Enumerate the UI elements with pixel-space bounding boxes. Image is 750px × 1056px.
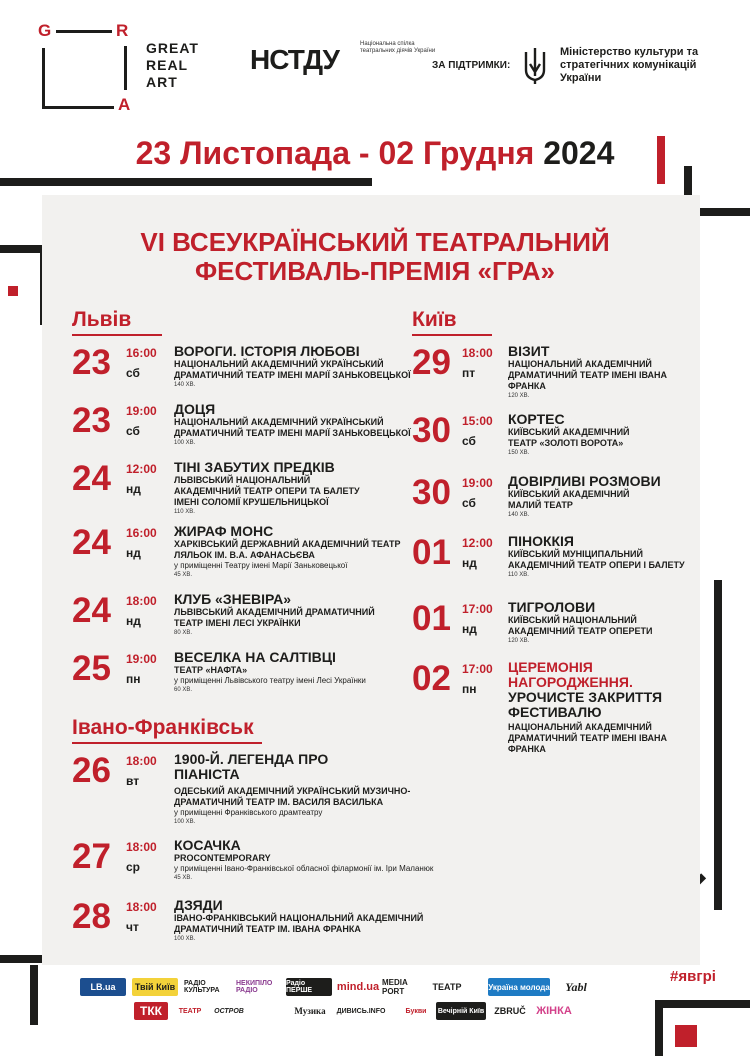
event-day: 23 [72, 401, 111, 440]
city-underline-kyiv [412, 334, 492, 336]
event-venue: у приміщенні Львівського театру імені Лесі Українки [174, 676, 366, 685]
event-duration: 100 ХВ. [174, 936, 196, 942]
event-title: ВІЗИТ [508, 343, 550, 359]
event-day: 30 [412, 473, 451, 512]
event-weekday: нд [126, 614, 141, 628]
event-theatre: ХАРКІВСЬКИЙ ДЕРЖАВНИЙ АКАДЕМІЧНИЙ ТЕАТР ЛЯЛЬОК ІМ. В.А. АФАНАСЬЄВА [174, 539, 401, 560]
event-time: 19:00 [126, 404, 157, 418]
event-weekday: пт [462, 366, 476, 380]
event-theatre: НАЦІОНАЛЬНИЙ АКАДЕМІЧНИЙ ДРАМАТИЧНИЙ ТЕАТР ІМЕНІ ІВАНА ФРАНКА [508, 359, 668, 391]
event-day: 02 [412, 659, 451, 698]
sponsor-logo: ТЕАТР [432, 982, 462, 992]
sponsor-logo: Україна молода [488, 978, 550, 996]
frame-accent-red-bottom [675, 1025, 697, 1047]
ceremony-subtitle: УРОЧИСТЕ ЗАКРИТТЯ ФЕСТИВАЛЮ [508, 689, 662, 720]
event-weekday: нд [126, 546, 141, 560]
frame-bar-bottom-left-vertical [30, 965, 38, 1025]
logo-word-art: ART [146, 74, 178, 90]
event-day: 25 [72, 649, 111, 688]
frame-bar-bottom-right-h [655, 1000, 750, 1008]
sponsor-logo: ТКК [134, 1002, 168, 1020]
sponsor-logo: ТЕАТР [178, 1007, 202, 1015]
sponsor-logo: Букви [405, 1007, 427, 1015]
event-title: ДОЦЯ [174, 401, 216, 417]
event-duration: 60 ХВ. [174, 687, 193, 693]
event-weekday: сб [126, 366, 140, 380]
dates-year: 2024 [543, 135, 615, 171]
ceremony-title: ЦЕРЕМОНІЯ НАГОРОДЖЕННЯ. [508, 659, 633, 690]
event-time: 16:00 [126, 526, 157, 540]
event-title: ПІНОККІЯ [508, 533, 574, 549]
event-theatre: ЛЬВІВСЬКИЙ НАЦІОНАЛЬНИЙ АКАДЕМІЧНИЙ ТЕАТР ОПЕРИ ТА БАЛЕТУ ІМЕНІ СОЛОМІЇ КРУШЕЛЬНИЦЬКОЇ [174, 475, 360, 507]
event-day: 27 [72, 837, 111, 876]
event-time: 19:00 [126, 652, 157, 666]
dates-range: 23 Листопада - 02 Грудня [135, 135, 535, 171]
event-title: ТІНІ ЗАБУТИХ ПРЕДКІВ [174, 459, 335, 475]
event-theatre: ЛЬВІВСЬКИЙ АКАДЕМІЧНИЙ ДРАМАТИЧНИЙ ТЕАТР ІМЕНІ ЛЕСІ УКРАЇНКИ [174, 607, 375, 628]
sponsor-logo: mind.ua [336, 981, 380, 993]
nstdu-logo [250, 41, 436, 76]
sponsor-logo: НЕКИПІЛО РАДІО [236, 980, 273, 994]
event-time: 17:00 [462, 602, 493, 616]
sponsor-logo: Твій Київ [132, 978, 178, 996]
event-title: ВЕСЕЛКА НА САЛТІВЦІ [174, 649, 336, 665]
logo-word-real: REAL [146, 57, 189, 73]
city-heading-ivano: Івано-Франківськ [72, 716, 254, 739]
event-duration: 140 ХВ. [174, 382, 196, 388]
event-theatre: ІВАНО-ФРАНКІВСЬКИЙ НАЦІОНАЛЬНИЙ АКАДЕМІЧНИЙ ДРАМАТИЧНИЙ ТЕАТР ІМ. ІВАНА ФРАНКА [174, 913, 424, 934]
event-day: 30 [412, 411, 451, 450]
event-title: ЖИРАФ МОНС [174, 523, 274, 539]
event-time: 19:00 [462, 476, 493, 490]
sponsor-logo: ZBRUČ [494, 1006, 526, 1016]
event-theatre: ОДЕСЬКИЙ АКАДЕМІЧНИЙ УКРАЇНСЬКИЙ МУЗИЧНО-ДРАМАТИЧНИЙ ТЕАТР ІМ. ВАСИЛЯ ВАСИЛЬКА [174, 786, 411, 807]
festival-title-line1: VI ВСЕУКРАЇНСЬКИЙ ТЕАТРАЛЬНИЙ [140, 227, 610, 257]
event-duration: 110 ХВ. [508, 572, 529, 578]
ministry-name: Міністерство культури та стратегічних комунікацій України [560, 46, 699, 84]
event-duration: 100 ХВ. [174, 440, 196, 446]
event-theatre: НАЦІОНАЛЬНИЙ АКАДЕМІЧНИЙ ДРАМАТИЧНИЙ ТЕАТР ІМЕНІ ІВАНА ФРАНКА [508, 722, 668, 754]
sponsor-logo: Радіо ПЕРШЕ [286, 978, 332, 996]
event-weekday: сб [126, 424, 140, 438]
event-time: 12:00 [462, 536, 493, 550]
festival-title [0, 228, 750, 286]
nstdu-caption: Національна спілка театральних діячів України [360, 41, 436, 54]
event-title: КОСАЧКА [174, 837, 241, 853]
event-time: 15:00 [462, 414, 493, 428]
city-underline-ivano [72, 742, 262, 744]
nstdu-mark: НСТДУ [250, 44, 339, 75]
event-duration: 120 ХВ. [508, 638, 530, 644]
event-theatre: ТЕАТР «НАФТА» [174, 665, 248, 675]
event-theatre: КИЇВСЬКИЙ НАЦІОНАЛЬНИЙ АКАДЕМІЧНИЙ ТЕАТР ОПЕРЕТИ [508, 615, 653, 636]
festival-dates [0, 135, 750, 172]
logo-letter-r: R [116, 21, 129, 40]
event-title: ВОРОГИ. ІСТОРІЯ ЛЮБОВІ [174, 343, 360, 359]
event-day: 01 [412, 599, 451, 638]
event-title: КОРТЕС [508, 411, 565, 427]
event-venue: у приміщенні Театру імені Марії Заньковецької [174, 561, 348, 570]
logo-letter-g: G [38, 21, 52, 40]
city-heading-kyiv: Київ [412, 308, 457, 331]
event-theatre: КИЇВСЬКИЙ МУНІЦИПАЛЬНИЙ АКАДЕМІЧНИЙ ТЕАТР ОПЕРИ І БАЛЕТУ [508, 549, 685, 570]
event-weekday: пн [126, 672, 141, 686]
trident-icon [520, 46, 550, 86]
sponsor-logo: MEDIA PORT [382, 978, 408, 996]
event-time: 18:00 [462, 346, 493, 360]
sponsor-logo: LB.ua [80, 978, 126, 996]
event-day: 24 [72, 523, 111, 562]
event-day: 23 [72, 343, 111, 382]
event-theatre: PROCONTEMPORARY [174, 853, 271, 863]
event-weekday: пн [462, 682, 477, 696]
frame-bar-top-left [0, 178, 372, 186]
event-weekday: нд [462, 622, 477, 636]
event-time: 18:00 [126, 900, 157, 914]
festival-title-line2: ФЕСТИВАЛЬ-ПРЕМІЯ «ГРА» [194, 256, 556, 286]
logo-word-great: GREAT [146, 40, 199, 56]
frame-accent-red-left [8, 286, 18, 296]
hashtag: #явгрі [670, 968, 716, 985]
event-venue: у приміщенні Івано-Франківської обласної філармонії ім. Іри Маланюк [174, 864, 434, 873]
event-theatre: НАЦІОНАЛЬНИЙ АКАДЕМІЧНИЙ УКРАЇНСЬКИЙ ДРАМАТИЧНИЙ ТЕАТР ІМЕНІ МАРІЇ ЗАНЬКОВЕЦЬКОЇ [174, 359, 411, 380]
event-title: ТИГРОЛОВИ [508, 599, 596, 615]
sponsor-logo: ДИВИСЬ.INFO [336, 1007, 386, 1015]
event-time: 18:00 [126, 754, 157, 768]
event-duration: 45 ХВ. [174, 572, 193, 578]
event-day: 24 [72, 591, 111, 630]
event-day: 28 [72, 897, 111, 936]
event-duration: 150 ХВ. [508, 450, 530, 456]
event-theatre: КИЇВСЬКИЙ АКАДЕМІЧНИЙ ТЕАТР «ЗОЛОТІ ВОРОТА» [508, 427, 630, 448]
frame-bar-bottom-right-corner [655, 1000, 663, 1056]
sponsor-logo: Yabl [565, 979, 587, 994]
gra-logo [38, 22, 148, 112]
event-weekday: нд [462, 556, 477, 570]
event-duration: 80 ХВ. [174, 630, 193, 636]
event-weekday: нд [126, 482, 141, 496]
sponsor-logo: Вечірній Київ [436, 1002, 486, 1020]
event-duration: 140 ХВ. [508, 512, 530, 518]
event-duration: 120 ХВ. [508, 393, 530, 399]
event-title: ДЗЯДИ [174, 897, 223, 913]
event-time: 18:00 [126, 594, 157, 608]
event-theatre: НАЦІОНАЛЬНИЙ АКАДЕМІЧНИЙ УКРАЇНСЬКИЙ ДРАМАТИЧНИЙ ТЕАТР ІМЕНІ МАРІЇ ЗАНЬКОВЕЦЬКОЇ [174, 417, 411, 438]
sponsor-logo: РАДІО КУЛЬТУРА [184, 980, 220, 994]
frame-bar-right-lower [714, 580, 722, 910]
event-duration: 45 ХВ. [174, 875, 193, 881]
event-weekday: чт [126, 920, 139, 934]
event-day: 29 [412, 343, 451, 382]
event-weekday: ср [126, 860, 141, 874]
event-theatre: КИЇВСЬКИЙ АКАДЕМІЧНИЙ МАЛИЙ ТЕАТР [508, 489, 630, 510]
event-title: КЛУБ «ЗНЕВІРА» [174, 591, 292, 607]
sponsor-logo: ЖІНКА [536, 1005, 572, 1017]
event-title: ДОВІРЛИВІ РОЗМОВИ [508, 473, 661, 489]
event-time: 17:00 [462, 662, 493, 676]
event-duration: 110 ХВ. [174, 509, 195, 515]
event-day: 24 [72, 459, 111, 498]
gra-words [146, 40, 199, 91]
event-day: 26 [72, 751, 111, 790]
support-label: ЗА ПІДТРИМКИ: [432, 60, 511, 71]
event-weekday: сб [462, 496, 476, 510]
city-heading-lviv: Львів [72, 308, 132, 331]
sponsor-logo: ОСТРОВ [214, 1007, 244, 1015]
event-duration: 100 ХВ. [174, 819, 196, 825]
event-time: 16:00 [126, 346, 157, 360]
event-time: 18:00 [126, 840, 157, 854]
event-time: 12:00 [126, 462, 157, 476]
event-venue: у приміщенні Франківського драмтеатру [174, 808, 323, 817]
event-day: 01 [412, 533, 451, 572]
event-weekday: сб [462, 434, 476, 448]
logo-letter-a: A [118, 95, 131, 114]
city-underline-lviv [72, 334, 162, 336]
sponsor-logo: Музика [294, 1006, 326, 1016]
event-weekday: вт [126, 774, 140, 788]
event-title: 1900-Й. ЛЕГЕНДА ПРО ПІАНІСТА [174, 751, 329, 782]
